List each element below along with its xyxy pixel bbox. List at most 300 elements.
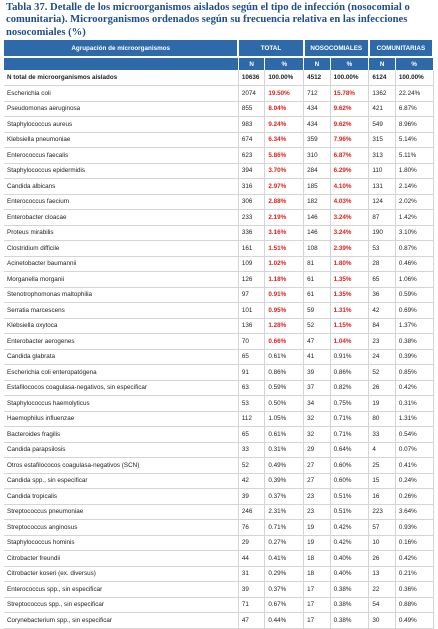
row-name: Enterococcus faecium	[4, 194, 238, 210]
comunitaria-pct: 0.31%	[395, 396, 433, 412]
nosocomial-pct: 0.64%	[330, 442, 369, 458]
comunitaria-pct: 0.42%	[395, 380, 433, 396]
comunitaria-n: 313	[369, 148, 396, 164]
comunitaria-n: 80	[369, 411, 396, 427]
table-row	[4, 101, 433, 117]
total-n: 39	[238, 582, 265, 598]
total-pct: 1.02%	[265, 256, 304, 272]
nosocomial-n: 146	[304, 225, 331, 241]
comunitaria-n: 315	[369, 132, 396, 148]
comunitaria-pct: 5.11%	[395, 148, 433, 164]
row-name: Bacteroides fragilis	[4, 427, 238, 443]
comunitaria-pct: 0.93%	[395, 520, 433, 536]
table-row	[4, 256, 433, 272]
nosocomial-pct: 0.40%	[330, 551, 369, 567]
row-name: Escherichia coli enteropatógena	[4, 365, 238, 381]
row-name: Streptococcus pneumoniae	[4, 504, 238, 520]
nosocomial-n: 41	[304, 349, 331, 365]
total-pct: 2.19%	[265, 210, 304, 226]
total-pct: 100.00%	[265, 70, 304, 86]
total-pct: 8.04%	[265, 101, 304, 117]
total-pct: 1.18%	[265, 272, 304, 288]
total-n: 47	[238, 613, 265, 629]
nosocomial-pct: 0.71%	[330, 411, 369, 427]
nosocomial-n: 284	[304, 163, 331, 179]
nosocomial-pct: 0.60%	[330, 458, 369, 474]
comunitaria-n: 52	[369, 365, 396, 381]
comunitaria-pct: 0.16%	[395, 535, 433, 551]
nosocomial-n: 34	[304, 396, 331, 412]
table-row	[4, 179, 433, 195]
total-n: 316	[238, 179, 265, 195]
total-n: 394	[238, 163, 265, 179]
nosocomial-n: 310	[304, 148, 331, 164]
comunitaria-pct: 0.87%	[395, 241, 433, 257]
comunitaria-n: 190	[369, 225, 396, 241]
total-pct: 0.61%	[265, 349, 304, 365]
row-name: Pseudomonas aeruginosa	[4, 101, 238, 117]
row-name: Staphylococcus epidermidis	[4, 163, 238, 179]
total-n: 623	[238, 148, 265, 164]
row-name: Candida spp., sin especificar	[4, 473, 238, 489]
nosocomial-n: 108	[304, 241, 331, 257]
table-row	[4, 303, 433, 319]
table-row	[4, 117, 433, 133]
comunitaria-n: 16	[369, 489, 396, 505]
nosocomial-n: 17	[304, 597, 331, 613]
total-n: 2074	[238, 86, 265, 102]
total-pct: 0.37%	[265, 582, 304, 598]
header-comunitarias: COMUNITARIAS	[369, 40, 433, 57]
header-nosocomiales-pct: %	[330, 57, 369, 70]
table-row	[4, 458, 433, 474]
header-total-pct: %	[265, 57, 304, 70]
total-n: 109	[238, 256, 265, 272]
nosocomial-pct: 1.35%	[330, 287, 369, 303]
header-group-spacer	[4, 57, 238, 70]
nosocomial-pct: 0.86%	[330, 365, 369, 381]
total-pct: 1.51%	[265, 241, 304, 257]
nosocomial-pct: 0.91%	[330, 349, 369, 365]
total-n: 10636	[238, 70, 265, 86]
row-name: Klebsiella oxytoca	[4, 318, 238, 334]
comunitaria-pct: 100.00%	[395, 70, 433, 86]
total-pct: 2.88%	[265, 194, 304, 210]
header-comunitarias-pct: %	[395, 57, 433, 70]
comunitaria-n: 1362	[369, 86, 396, 102]
total-pct: 6.34%	[265, 132, 304, 148]
total-pct: 19.50%	[265, 86, 304, 102]
total-n: 136	[238, 318, 265, 334]
total-pct: 3.70%	[265, 163, 304, 179]
comunitaria-pct: 2.14%	[395, 179, 433, 195]
nosocomial-pct: 1.31%	[330, 303, 369, 319]
nosocomial-pct: 1.15%	[330, 318, 369, 334]
table-row	[4, 427, 433, 443]
total-pct: 0.41%	[265, 551, 304, 567]
comunitaria-pct: 1.80%	[395, 163, 433, 179]
nosocomial-n: 27	[304, 458, 331, 474]
comunitaria-pct: 3.64%	[395, 504, 433, 520]
comunitaria-pct: 22.24%	[395, 86, 433, 102]
comunitaria-pct: 8.96%	[395, 117, 433, 133]
total-pct: 0.67%	[265, 597, 304, 613]
total-pct: 3.16%	[265, 225, 304, 241]
nosocomial-pct: 2.39%	[330, 241, 369, 257]
nosocomial-n: 32	[304, 411, 331, 427]
nosocomial-n: 18	[304, 566, 331, 582]
comunitaria-n: 23	[369, 334, 396, 350]
table-row	[4, 504, 433, 520]
total-n: 76	[238, 520, 265, 536]
table-row	[4, 70, 433, 86]
comunitaria-n: 28	[369, 256, 396, 272]
total-pct: 5.86%	[265, 148, 304, 164]
nosocomial-pct: 0.82%	[330, 380, 369, 396]
comunitaria-pct: 0.69%	[395, 303, 433, 319]
table-row	[4, 349, 433, 365]
row-name: Candida parapsilosis	[4, 442, 238, 458]
table-row	[4, 334, 433, 350]
total-n: 161	[238, 241, 265, 257]
comunitaria-n: 26	[369, 551, 396, 567]
comunitaria-n: 26	[369, 380, 396, 396]
table-row	[4, 582, 433, 598]
total-pct: 0.44%	[265, 613, 304, 629]
row-name: Escherichia coli	[4, 86, 238, 102]
total-n: 91	[238, 365, 265, 381]
nosocomial-n: 17	[304, 613, 331, 629]
nosocomial-n: 39	[304, 365, 331, 381]
nosocomial-pct: 0.60%	[330, 473, 369, 489]
total-pct: 0.86%	[265, 365, 304, 381]
comunitaria-pct: 0.85%	[395, 365, 433, 381]
nosocomial-n: 61	[304, 287, 331, 303]
table-row	[4, 597, 433, 613]
total-n: 63	[238, 380, 265, 396]
total-pct: 1.05%	[265, 411, 304, 427]
total-pct: 2.31%	[265, 504, 304, 520]
comunitaria-pct: 0.24%	[395, 473, 433, 489]
comunitaria-n: 22	[369, 582, 396, 598]
nosocomial-n: 23	[304, 489, 331, 505]
comunitaria-pct: 1.42%	[395, 210, 433, 226]
total-pct: 0.66%	[265, 334, 304, 350]
table-row	[4, 396, 433, 412]
row-name: Staphylococcus hominis	[4, 535, 238, 551]
row-name: Streptococcus spp., sin especificar	[4, 597, 238, 613]
comunitaria-pct: 0.21%	[395, 566, 433, 582]
nosocomial-n: 32	[304, 427, 331, 443]
comunitaria-n: 33	[369, 427, 396, 443]
table-row	[4, 442, 433, 458]
total-pct: 0.91%	[265, 287, 304, 303]
nosocomial-pct: 0.38%	[330, 597, 369, 613]
row-name: Enterobacter aerogenes	[4, 334, 238, 350]
comunitaria-pct: 0.36%	[395, 582, 433, 598]
total-pct: 0.29%	[265, 566, 304, 582]
row-name: Candida tropicalis	[4, 489, 238, 505]
row-name: N total de microorganismos aislados	[4, 70, 238, 86]
total-pct: 0.61%	[265, 427, 304, 443]
table-row	[4, 520, 433, 536]
total-n: 33	[238, 442, 265, 458]
comunitaria-pct: 0.59%	[395, 287, 433, 303]
comunitaria-n: 84	[369, 318, 396, 334]
nosocomial-pct: 4.03%	[330, 194, 369, 210]
nosocomial-n: 146	[304, 210, 331, 226]
nosocomial-n: 434	[304, 117, 331, 133]
table-row	[4, 225, 433, 241]
comunitaria-n: 131	[369, 179, 396, 195]
table-row	[4, 241, 433, 257]
header-total: TOTAL	[238, 40, 303, 57]
comunitaria-pct: 0.38%	[395, 334, 433, 350]
microorganisms-table	[4, 40, 434, 629]
header-nosocomiales: NOSOCOMIALES	[304, 40, 369, 57]
table-row	[4, 287, 433, 303]
row-name: Morganella morganii	[4, 272, 238, 288]
nosocomial-n: 19	[304, 520, 331, 536]
table-row	[4, 411, 433, 427]
total-n: 246	[238, 504, 265, 520]
comunitaria-pct: 0.07%	[395, 442, 433, 458]
total-n: 983	[238, 117, 265, 133]
nosocomial-n: 61	[304, 272, 331, 288]
comunitaria-n: 124	[369, 194, 396, 210]
nosocomial-n: 47	[304, 334, 331, 350]
total-n: 53	[238, 396, 265, 412]
comunitaria-pct: 0.42%	[395, 551, 433, 567]
table-row	[4, 132, 433, 148]
table-row	[4, 380, 433, 396]
comunitaria-pct: 0.41%	[395, 458, 433, 474]
total-n: 31	[238, 566, 265, 582]
comunitaria-n: 36	[369, 287, 396, 303]
row-name: Citrobacter freundii	[4, 551, 238, 567]
nosocomial-pct: 0.42%	[330, 535, 369, 551]
nosocomial-pct: 6.87%	[330, 148, 369, 164]
table-row	[4, 148, 433, 164]
total-n: 97	[238, 287, 265, 303]
total-n: 233	[238, 210, 265, 226]
nosocomial-pct: 1.35%	[330, 272, 369, 288]
nosocomial-n: 52	[304, 318, 331, 334]
row-name: Clostridium difficile	[4, 241, 238, 257]
comunitaria-n: 54	[369, 597, 396, 613]
nosocomial-n: 359	[304, 132, 331, 148]
comunitaria-pct: 0.26%	[395, 489, 433, 505]
comunitaria-pct: 0.46%	[395, 256, 433, 272]
total-n: 65	[238, 349, 265, 365]
row-name: Enterococcus spp., sin especificar	[4, 582, 238, 598]
total-pct: 2.97%	[265, 179, 304, 195]
nosocomial-pct: 6.29%	[330, 163, 369, 179]
total-pct: 0.27%	[265, 535, 304, 551]
total-n: 71	[238, 597, 265, 613]
total-n: 29	[238, 535, 265, 551]
comunitaria-pct: 1.31%	[395, 411, 433, 427]
comunitaria-n: 421	[369, 101, 396, 117]
comunitaria-n: 25	[369, 458, 396, 474]
nosocomial-n: 185	[304, 179, 331, 195]
nosocomial-n: 81	[304, 256, 331, 272]
comunitaria-n: 10	[369, 535, 396, 551]
row-name: Candida albicans	[4, 179, 238, 195]
nosocomial-n: 182	[304, 194, 331, 210]
table-row	[4, 210, 433, 226]
table-row	[4, 163, 433, 179]
table-row	[4, 551, 433, 567]
table-row	[4, 473, 433, 489]
total-n: 65	[238, 427, 265, 443]
total-pct: 0.71%	[265, 520, 304, 536]
total-n: 126	[238, 272, 265, 288]
nosocomial-pct: 1.80%	[330, 256, 369, 272]
total-pct: 0.59%	[265, 380, 304, 396]
header-total-n: N	[238, 57, 265, 70]
row-name: Enterobacter cloacae	[4, 210, 238, 226]
total-n: 336	[238, 225, 265, 241]
nosocomial-n: 29	[304, 442, 331, 458]
nosocomial-n: 19	[304, 535, 331, 551]
row-name: Staphylococcus haemolyticus	[4, 396, 238, 412]
total-pct: 0.37%	[265, 489, 304, 505]
total-n: 39	[238, 489, 265, 505]
row-name: Streptococcus anginosus	[4, 520, 238, 536]
nosocomial-n: 4512	[304, 70, 331, 86]
comunitaria-pct: 0.88%	[395, 597, 433, 613]
total-pct: 0.95%	[265, 303, 304, 319]
nosocomial-pct: 4.10%	[330, 179, 369, 195]
nosocomial-pct: 0.51%	[330, 489, 369, 505]
row-name: Corynebacterium spp., sin especificar	[4, 613, 238, 629]
total-n: 70	[238, 334, 265, 350]
comunitaria-n: 549	[369, 117, 396, 133]
row-name: Otros estafilococos coagulasa-negativos (SCN)	[4, 458, 238, 474]
total-pct: 0.49%	[265, 458, 304, 474]
nosocomial-n: 18	[304, 551, 331, 567]
comunitaria-pct: 2.02%	[395, 194, 433, 210]
total-n: 101	[238, 303, 265, 319]
table-row	[4, 194, 433, 210]
nosocomial-pct: 3.24%	[330, 225, 369, 241]
row-name: Acinetobacter baumannii	[4, 256, 238, 272]
comunitaria-pct: 5.14%	[395, 132, 433, 148]
comunitaria-n: 223	[369, 504, 396, 520]
total-n: 674	[238, 132, 265, 148]
total-n: 52	[238, 458, 265, 474]
comunitaria-n: 30	[369, 613, 396, 629]
row-name: Stenotrophomonas maltophilia	[4, 287, 238, 303]
table-row	[4, 489, 433, 505]
comunitaria-n: 53	[369, 241, 396, 257]
nosocomial-pct: 0.38%	[330, 582, 369, 598]
nosocomial-n: 23	[304, 504, 331, 520]
comunitaria-pct: 1.37%	[395, 318, 433, 334]
total-pct: 1.28%	[265, 318, 304, 334]
total-n: 42	[238, 473, 265, 489]
table-row	[4, 613, 433, 629]
row-name: Proteus mirabilis	[4, 225, 238, 241]
nosocomial-pct: 0.42%	[330, 520, 369, 536]
comunitaria-n: 4	[369, 442, 396, 458]
row-name: Candida glabrata	[4, 349, 238, 365]
nosocomial-pct: 1.04%	[330, 334, 369, 350]
nosocomial-pct: 0.51%	[330, 504, 369, 520]
comunitaria-pct: 0.54%	[395, 427, 433, 443]
comunitaria-n: 42	[369, 303, 396, 319]
row-name: Staphylococcus aureus	[4, 117, 238, 133]
nosocomial-n: 37	[304, 380, 331, 396]
nosocomial-pct: 0.40%	[330, 566, 369, 582]
nosocomial-n: 27	[304, 473, 331, 489]
nosocomial-pct: 9.62%	[330, 117, 369, 133]
total-pct: 9.24%	[265, 117, 304, 133]
total-n: 112	[238, 411, 265, 427]
total-n: 44	[238, 551, 265, 567]
total-n: 855	[238, 101, 265, 117]
table-row	[4, 535, 433, 551]
comunitaria-pct: 3.10%	[395, 225, 433, 241]
comunitaria-n: 15	[369, 473, 396, 489]
comunitaria-n: 87	[369, 210, 396, 226]
total-n: 306	[238, 194, 265, 210]
comunitaria-n: 110	[369, 163, 396, 179]
nosocomial-pct: 7.96%	[330, 132, 369, 148]
comunitaria-pct: 6.87%	[395, 101, 433, 117]
total-pct: 0.39%	[265, 473, 304, 489]
comunitaria-n: 6124	[369, 70, 396, 86]
comunitaria-n: 24	[369, 349, 396, 365]
table-row	[4, 566, 433, 582]
row-name: Serratia marcescens	[4, 303, 238, 319]
comunitaria-pct: 1.06%	[395, 272, 433, 288]
comunitaria-n: 65	[369, 272, 396, 288]
nosocomial-pct: 0.71%	[330, 427, 369, 443]
comunitaria-pct: 0.39%	[395, 349, 433, 365]
header-group: Agrupación de microorganismos	[4, 40, 238, 57]
row-name: Klebsiella pneumoniae	[4, 132, 238, 148]
total-pct: 0.31%	[265, 442, 304, 458]
nosocomial-pct: 0.75%	[330, 396, 369, 412]
row-name: Enterococcus faecalis	[4, 148, 238, 164]
header-nosocomiales-n: N	[304, 57, 331, 70]
comunitaria-n: 57	[369, 520, 396, 536]
nosocomial-pct: 0.38%	[330, 613, 369, 629]
row-name: Estafilococos coagulasa-negativos, sin especificar	[4, 380, 238, 396]
nosocomial-pct: 9.62%	[330, 101, 369, 117]
nosocomial-pct: 15.78%	[330, 86, 369, 102]
total-pct: 0.50%	[265, 396, 304, 412]
nosocomial-pct: 3.24%	[330, 210, 369, 226]
comunitaria-n: 13	[369, 566, 396, 582]
nosocomial-n: 434	[304, 101, 331, 117]
table-title: Tabla 37. Detalle de los microorganismos aislados según el tipo de infección (nosocomial o comunitaria). Microorganismos ordenados según su frecuencia relativa en las infecciones nosocomiales (%)	[6, 2, 410, 38]
table-row	[4, 365, 433, 381]
nosocomial-pct: 100.00%	[330, 70, 369, 86]
table-row	[4, 272, 433, 288]
header-comunitarias-n: N	[369, 57, 396, 70]
comunitaria-n: 19	[369, 396, 396, 412]
comunitaria-pct: 0.49%	[395, 613, 433, 629]
row-name: Citrobacter koseri (ex. diversus)	[4, 566, 238, 582]
table-row	[4, 318, 433, 334]
row-name: Haemophilus influenzae	[4, 411, 238, 427]
nosocomial-n: 17	[304, 582, 331, 598]
nosocomial-n: 712	[304, 86, 331, 102]
nosocomial-n: 59	[304, 303, 331, 319]
